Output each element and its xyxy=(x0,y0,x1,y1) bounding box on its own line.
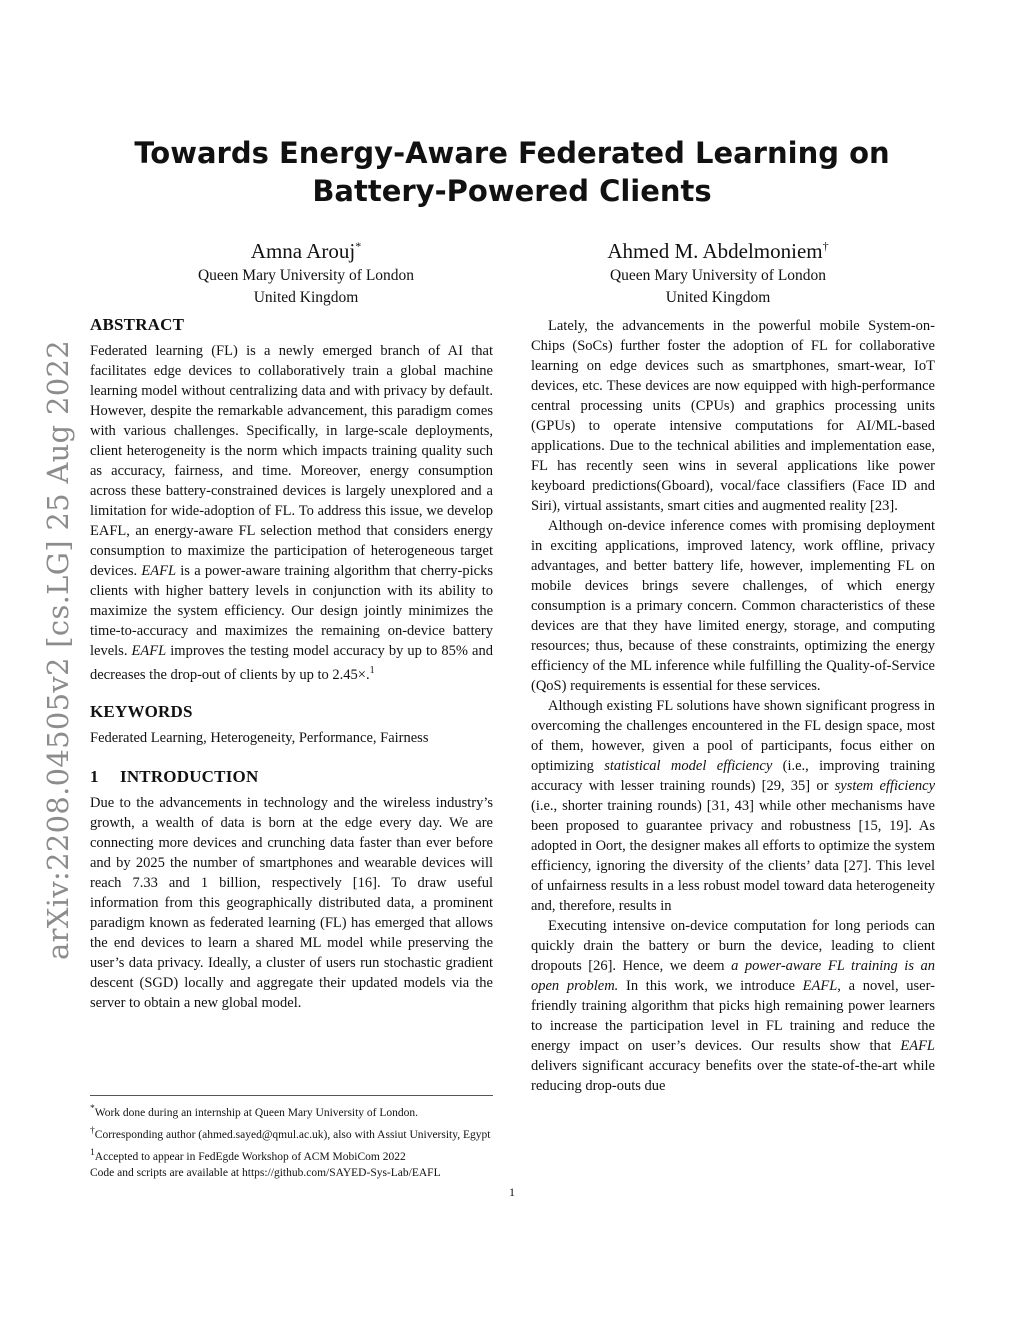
footnote-star: *Work done during an internship at Queen Mary University of London. xyxy=(90,1103,419,1119)
right-paragraph-2: Although on-device inference comes with promising deployment in exciting applications, improved latency, work offline, privacy advantages, and better battery life, however, implementing FL on mobile devices brings severe challenges, of which energy consumption is a primary concern. Common characteristics of these devices are that they have limited energy, storage, and computing resources; thus, because of these constraints, optimizing the energy efficiency of the ML inference while fulfilling the Quality-of-Service (QoS) requirements is essential for these services. xyxy=(531,518,935,694)
introduction-heading xyxy=(90,766,493,788)
author-mark: * xyxy=(355,239,362,253)
author-mark: † xyxy=(822,239,829,253)
title-line-2: Battery-Powered Clients xyxy=(312,174,712,208)
paper-title xyxy=(0,134,1024,210)
author-name: Ahmed M. Abdelmoniem xyxy=(607,239,823,263)
author-name: Amna Arouj xyxy=(250,239,356,263)
footnote-dagger: †Corresponding author (ahmed.sayed@qmul.ac.uk), also with Assiut University, Egypt xyxy=(90,1124,491,1141)
section-title: INTRODUCTION xyxy=(120,766,259,786)
section-number: 1 xyxy=(90,766,99,786)
right-paragraph-3: Although existing FL solutions have shown significant progress in overcoming the challenges encountered in the FL design space, most of them, however, given a pool of participants, focus either on optimizing statistical model efficiency (i.e., improving training accuracy with lesser training rounds) [29, 35] or system efficiency (i.e., shorter training rounds) [31, 43] while other mechanisms have been proposed to guarantee privacy and robustness [15, 19]. As adopted in Oort, the designer makes all efforts to optimize the system efficiency, ignoring the diversity of the clients’ data [27]. This level of unfairness results in a less robust model toward data heterogeneity and, therefore, results in xyxy=(531,698,936,914)
author-block-1 xyxy=(156,232,456,309)
keywords-text: Federated Learning, Heterogeneity, Performance, Fairness xyxy=(90,729,429,746)
arxiv-identifier: arXiv:2208.04505v2 [cs.LG] 25 Aug 2022 xyxy=(41,340,75,960)
right-paragraph-1: Lately, the advancements in the powerful mobile System-on-Chips (SoCs) further foster the adoption of FL for collaborative learning on edge devices such as smartphones, smart-wear, IoT devices, etc. These devices are now equipped with high-performance central processing units (CPUs) and graphics processing units (GPUs) to operate intensive computations for AI/ML-based applications. Due to the technical abilities and implementation ease, FL has recently seen wins in several applications like power keyboard predictions(Gboard), vocal/face classifiers (Face ID and Siri), virtual assistants, smart cities and augmented reality [23]. xyxy=(531,318,935,514)
left-column xyxy=(90,314,493,1013)
author-affiliation: Queen Mary University of London xyxy=(609,267,827,284)
footnotes xyxy=(90,1095,493,1182)
keywords-heading: KEYWORDS xyxy=(90,701,193,721)
footnote-one: $^1$Accepted to appear in FedEgde Workshop of ACM MobiCom 2022 xyxy=(90,1146,406,1163)
title-line-1: Towards Energy-Aware Federated Learning on xyxy=(134,136,890,170)
page-number: 1 xyxy=(509,1185,515,1199)
footnote-code-link[interactable]: Code and scripts are available at https://github.com/SAYED-Sys-Lab/EAFL xyxy=(90,1167,441,1180)
abstract-text: Federated learning (FL) is a newly emerged branch of AI that facilitates edge devices to collaboratively train a global machine learning model without centralizing data and with privacy by default. However, despite the remarkable advancement, this paradigm comes with various challenges. Specifically, in large-scale deployments, client heterogeneity is the norm which impacts training quality such as accuracy, fairness, and time. Moreover, energy consumption across these battery-constrained devices is largely unexplored and a limitation for wide-adoption of FL. To address this issue, we develop EAFL, an energy-aware FL selection method that considers energy consumption to maximize the participation of heterogeneous target devices. EAFL is a power-aware training algorithm that cherry-picks clients with higher battery levels in conjunction with its ability to maximize the system efficiency. Our design jointly minimizes the time-to-accuracy and maximizes the remaining on-device battery levels. EAFL improves the testing model accuracy by up to 85% and decreases the drop-out of clients by up to 2.45×.$^1$ xyxy=(90,343,493,683)
author-affiliation: Queen Mary University of London xyxy=(197,267,415,284)
author-country: United Kingdom xyxy=(253,289,359,306)
intro-paragraph-1: Due to the advancements in technology and the wireless industry’s growth, a wealth of data is born at the edge every day. We are connecting more devices and crunching data faster than ever before and by 2025 the number of smartphones and wearable devices will reach 7.33 and 1 billion, respectively [16]. To draw useful information from this geographically distributed data, a prominent paradigm known as federated learning (FL) has emerged that allows the end devices to learn a shared ML model while preserving the user’s data privacy. Ideally, a cluster of users run stochastic gradient descent (SGD) locally and aggregate their updated models via the server to obtain a new global model. xyxy=(90,794,493,1011)
right-column xyxy=(531,316,935,1096)
right-paragraph-4: Executing intensive on-device computation for long periods can quickly drain the battery or burn the device, leading to client dropouts [26]. Hence, we deem a power-aware FL training is an open problem. In this work, we introduce EAFL, a novel, user-friendly training algorithm that picks high remaining power learners to increase the participation level in FL training and reduce the energy impact on user’s devices. Our results show that EAFL delivers significant accuracy benefits over the state-of-the-art while reducing drop-outs due xyxy=(531,918,935,1094)
author-block-2 xyxy=(568,232,868,309)
abstract-heading: ABSTRACT xyxy=(90,315,185,334)
author-country: United Kingdom xyxy=(665,289,771,306)
footnote-ref: 1 xyxy=(369,665,375,676)
